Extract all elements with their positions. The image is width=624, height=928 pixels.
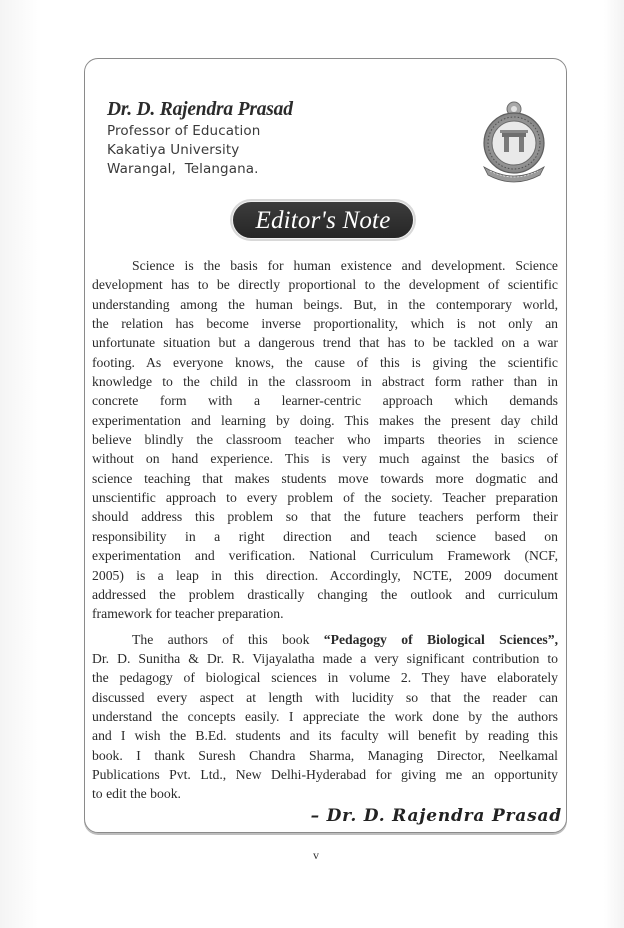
author-location: Warangal, Telangana. [107, 161, 259, 177]
paragraph-line: discussed every aspect at length with lucidity so that the reader can [92, 689, 558, 705]
paragraph-line: the pedagogy of biological sciences in volume 2. They have elaborately [92, 670, 558, 686]
author-name: Dr. D. Rajendra Prasad [107, 99, 293, 120]
author-title: Professor of Education [107, 123, 261, 139]
university-emblem-icon [476, 99, 552, 185]
paragraph-line: addressed the problem drastically changing the outlook and curriculum [92, 586, 558, 602]
paragraph-line: Science is the basis for human existence and development. Science [132, 258, 558, 273]
paragraph-2-prefix: The authors of this book [132, 631, 324, 647]
paragraph-line: footing. As everyone knows, the cause of this is giving the scientific [92, 354, 558, 370]
paragraph-2 [92, 630, 558, 804]
page-number: v [313, 848, 319, 862]
paragraph-line: should address this problem so that the future teachers perform their [92, 509, 558, 525]
paragraph-line: book. I thank Suresh Chandra Sharma, Managing Director, Neelkamal [92, 747, 558, 763]
book-title: “Pedagogy of Biological Sciences”, [323, 631, 558, 647]
paragraph-line: development has to be directly proportional to the development of scientific [92, 277, 558, 293]
paragraph-line: understanding among the human beings. But, in the contemporary world, [92, 296, 558, 312]
paragraph-line: without on hand experience. This is very much against the basics of [92, 451, 558, 467]
paragraph-line: experimentation and verification. National Curriculum Framework (NCF, [92, 548, 558, 564]
paragraph-line: responsibility in a right direction and teach science based on [92, 528, 558, 544]
author-block [107, 98, 293, 179]
paragraph-line: Publications Pvt. Ltd., New Delhi-Hyderabad for giving me an opportunity [92, 766, 558, 782]
paragraph-line: experimentation and learning by doing. This makes the present day child [92, 412, 558, 428]
editor-signature: – Dr. D. Rajendra Prasad [310, 806, 562, 826]
paragraph-1 [92, 256, 558, 624]
paragraph-line: the relation has become inverse proportionality, which is not only an [92, 316, 558, 332]
paragraph-line: knowledge to the child in the classroom in abstract form rather than in [92, 374, 558, 390]
paragraph-line: concrete form with a learner-centric approach which demands [92, 393, 558, 409]
paragraph-line: understand the concepts easily. I appreciate the work done by the authors [92, 708, 558, 724]
editors-note-body [92, 256, 558, 804]
paragraph-line [92, 630, 558, 649]
paragraph-line: unfortunate situation but a dangerous trend that has to be tackled on a war [92, 335, 558, 351]
editors-note-heading: Editor's Note [255, 206, 391, 234]
page-left-margin [0, 0, 38, 928]
page-right-margin [604, 0, 624, 928]
author-institution: Kakatiya University [107, 142, 240, 158]
paragraph-line: science teaching that makes students move towards more dogmatic and [92, 470, 558, 486]
paragraph-line: to edit the book. [92, 786, 181, 802]
paragraph-line: framework for teacher preparation. [92, 606, 284, 622]
paragraph-line: Dr. D. Sunitha & Dr. R. Vijayalatha made a very significant contribution to [92, 650, 558, 666]
editors-note-heading-badge [230, 199, 416, 241]
paragraph-line: believe blindly the classroom teacher who imparts theories in science [92, 432, 558, 448]
paragraph-line: and I wish the B.Ed. students and its faculty will benefit by reading this [92, 728, 558, 744]
paragraph-line: 2005) is a leap in this direction. Accordingly, NCTE, 2009 document [92, 567, 558, 583]
paragraph-line: unscientific approach to every problem of the society. Teacher preparation [92, 490, 558, 506]
